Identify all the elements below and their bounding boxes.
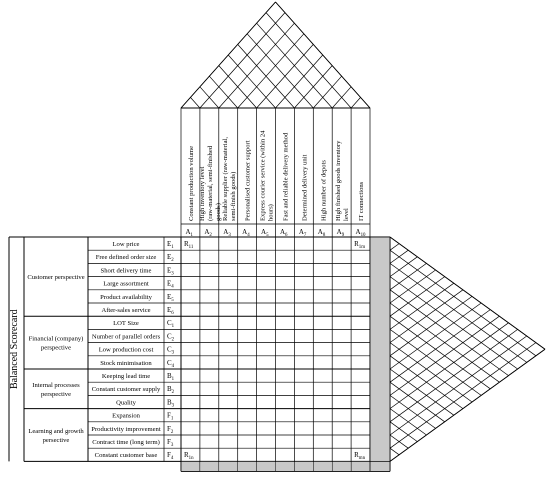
roof-grid-line [266, 13, 351, 108]
requirement-label: Free defined order size [95, 254, 157, 262]
requirement-code: $B_2$ [167, 385, 175, 396]
column-label: IT connections [358, 181, 366, 221]
side-grid-line [390, 244, 399, 251]
requirement-code: $C_2$ [167, 332, 175, 343]
requirement-label: LOT Size [113, 320, 139, 328]
roof-grid-line [209, 76, 237, 108]
column-code: $A_7$ [298, 228, 307, 238]
roof-grid-line [190, 97, 199, 108]
perspective-name: persective [42, 437, 70, 444]
roof-grid-line [200, 13, 285, 108]
requirement-code: $B_1$ [167, 372, 175, 382]
shaded-priority-cell [238, 462, 256, 471]
column-label: High number of depots [320, 160, 328, 221]
requirement-code: $E_2$ [167, 253, 174, 264]
side-grid-line [390, 263, 527, 362]
perspective-name: Learning and growth [28, 428, 84, 435]
roof-grid-line [228, 55, 275, 108]
requirement-code: $F_2$ [167, 424, 174, 435]
perspective-name: Financial (company) [28, 335, 84, 343]
shaded-priority-cell [314, 462, 332, 471]
column-label: Personalised customer support [244, 140, 252, 221]
column-label: semi-finish goods) [229, 171, 237, 221]
requirement-code: $C_4$ [167, 358, 175, 369]
perspective-name: perspective [40, 344, 72, 352]
shaded-cells [181, 237, 389, 471]
requirement-code: $F_3$ [167, 438, 174, 448]
roof-grid-line [351, 97, 360, 108]
relationship-cell-label: $R_{11}$ [184, 240, 194, 250]
roof-grid-line [313, 76, 341, 108]
requirement-label: Low production cost [98, 346, 154, 354]
side-grid-line [390, 336, 527, 435]
column-label: Fast and reliable delivery method [282, 132, 290, 221]
column-label: level [343, 208, 351, 221]
requirement-code: $C_3$ [167, 345, 175, 356]
requirement-label: Large assortment [103, 280, 149, 288]
column-code: $A_5$ [261, 228, 269, 238]
side-grid-line [390, 343, 472, 402]
requirement-label: Product availability [100, 293, 152, 301]
requirement-code: $F_1$ [167, 411, 174, 422]
column-code: $A_3$ [223, 228, 231, 238]
requirement-label: Keeping lead time [101, 373, 151, 380]
column-code: $A_8$ [317, 228, 326, 238]
side-grid-line [390, 323, 509, 409]
shaded-priority-cell [352, 462, 370, 471]
column-label: Reliable supplier (raw-material, [221, 136, 229, 221]
column-code: $A_{10}$ [355, 228, 366, 238]
requirement-label: Expansion [112, 412, 140, 420]
shaded-priority-cell [333, 462, 351, 471]
relationship-cell-label: $R_{1m}$ [354, 240, 366, 250]
side-grid-line [390, 283, 454, 329]
requirement-label: Quality [116, 399, 136, 407]
side-grid-line [390, 290, 509, 376]
relationship-cell-label: $R_{1n}$ [184, 451, 194, 462]
requirement-code: $E_6$ [167, 306, 174, 316]
side-grid-line [390, 270, 436, 303]
requirement-label: After-sales service [101, 307, 151, 314]
column-code: $A_9$ [336, 228, 345, 238]
perspective-name: Internal processes [32, 381, 80, 389]
requirement-label: Constant customer base [94, 452, 158, 460]
relationship-cell-label: $R_{mn}$ [354, 451, 366, 462]
scorecard-title: Balanced Scorecard [9, 309, 20, 390]
text-labels [9, 130, 366, 461]
perspective-name: Customer perspective [27, 274, 85, 282]
requirement-code: $E_4$ [167, 279, 174, 290]
column-code: $A_4$ [242, 228, 250, 238]
requirement-label: Short delivery time [100, 267, 152, 275]
requirement-label: Low price [112, 241, 140, 248]
requirement-code: $E_5$ [167, 292, 174, 303]
column-label: High finished goods inventory [335, 140, 343, 221]
shaded-priority-cell [219, 462, 237, 471]
shaded-priority-column [370, 237, 389, 461]
column-label: Determined delivery unit [301, 154, 309, 221]
column-label: (raw-material, semi-finished [206, 145, 214, 221]
perspective-name: perspective [40, 390, 72, 398]
column-code: $A_2$ [204, 228, 212, 238]
side-grid-line [390, 296, 472, 355]
requirement-code: $B_3$ [167, 398, 175, 409]
column-label: Express courier service (within 24 [259, 130, 267, 221]
column-label: Constant production volume [187, 145, 195, 221]
column-label: hours) [267, 204, 275, 221]
column-code: $A_1$ [185, 228, 193, 238]
requirement-label: Contract time (long term) [92, 439, 160, 446]
roof-grid-line [238, 34, 304, 108]
side-grid-line [390, 316, 490, 389]
shaded-priority-cell [200, 462, 218, 471]
column-label: goods) [214, 203, 222, 221]
side-grid-line [390, 448, 399, 455]
side-grid-line [390, 395, 436, 428]
requirement-label: Number of parallel orders [91, 333, 161, 341]
shaded-priority-cell [257, 462, 275, 471]
shaded-priority-cell [295, 462, 313, 471]
requirement-code: $E_3$ [167, 266, 174, 277]
roof-grid-line [276, 55, 323, 108]
side-grid-line [390, 310, 490, 383]
roof-grid-line [247, 34, 313, 108]
requirement-code: $E_1$ [167, 240, 174, 250]
shaded-priority-cell [181, 462, 199, 471]
requirement-label: Productivity improvement [91, 425, 161, 433]
shaded-corner-cell [370, 462, 389, 471]
side-grid-line [390, 369, 454, 415]
requirement-code: $F_4$ [167, 451, 174, 462]
requirement-label: Stock minimisation [100, 359, 152, 367]
shaded-priority-cell [276, 462, 294, 471]
column-code: $A_6$ [279, 228, 288, 238]
column-label: High inventory level [198, 166, 206, 221]
grid-lines [9, 2, 545, 471]
requirement-code: $C_1$ [167, 319, 175, 330]
requirement-label: Constant customer supply [91, 386, 161, 394]
